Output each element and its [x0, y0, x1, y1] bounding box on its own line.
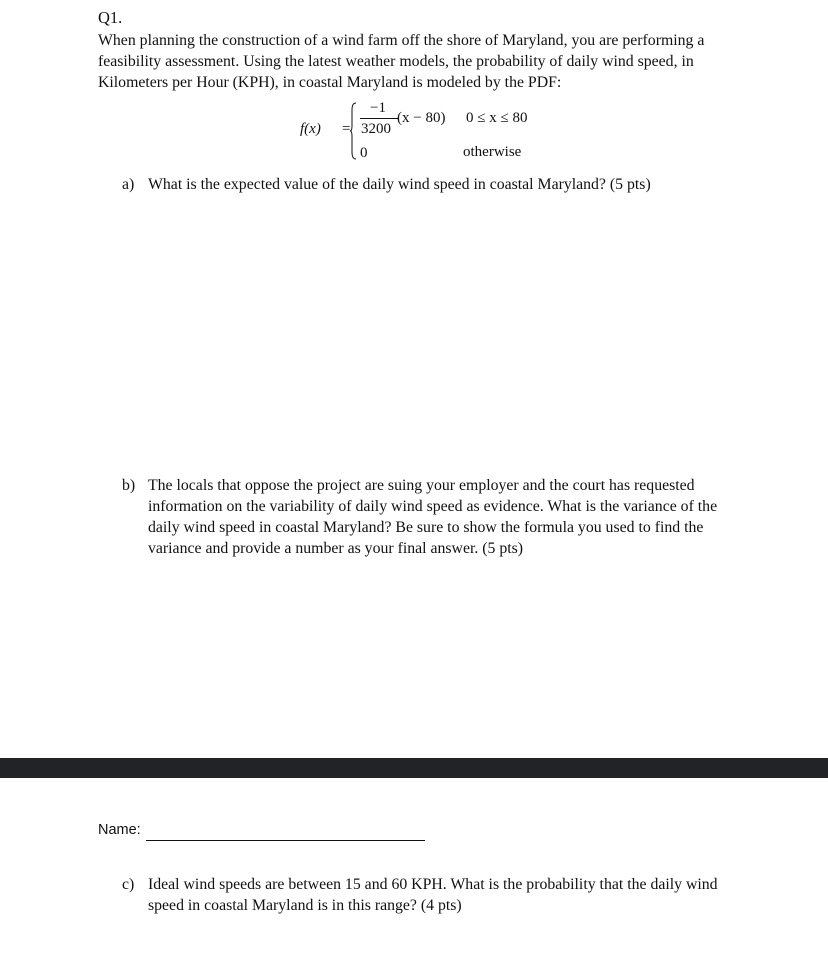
pdf-factor: (x − 80)	[397, 110, 446, 126]
pdf-numerator: −1	[370, 100, 386, 116]
part-a-text: What is the expected value of the daily wind speed in coastal Maryland? (5 pts)	[148, 176, 651, 193]
part-b-text: The locals that oppose the project are suing your employer and the court has requested information on the variability of daily wind speed as evidence. What is the variance of the daily wind speed in coastal Maryland? Be sure to show the formula you used to find the variance and provide a number as your final answer. (5 pts)	[148, 477, 718, 557]
name-label: Name:	[98, 822, 141, 838]
part-b-label: b)	[122, 477, 136, 494]
name-input-line[interactable]	[146, 840, 425, 841]
page-divider	[0, 758, 828, 778]
pdf-denominator: 3200	[361, 121, 391, 137]
pdf-otherwise: otherwise	[463, 144, 522, 160]
part-c-label: c)	[122, 876, 135, 893]
pdf-formula	[300, 100, 640, 162]
question-intro: When planning the construction of a wind farm off the shore of Maryland, you are performing a feasibility assessment. Using the latest weather models, the probability of daily wind speed, in Kilometers per Hour (KPH), in coastal Maryland is modeled by the PDF:	[98, 32, 705, 91]
fraction-bar	[360, 118, 398, 119]
part-c-text: Ideal wind speeds are between 15 and 60 KPH. What is the probability that the daily wind speed in coastal Maryland is in this range? (4 pts)	[148, 876, 718, 914]
question-number: Q1.	[98, 8, 123, 27]
pdf-equals: =	[342, 121, 351, 137]
part-a-label: a)	[122, 176, 135, 193]
pdf-lhs: f(x)	[300, 121, 321, 137]
left-brace-icon	[350, 102, 357, 160]
pdf-zero: 0	[360, 145, 368, 161]
pdf-range: 0 ≤ x ≤ 80	[466, 110, 528, 126]
